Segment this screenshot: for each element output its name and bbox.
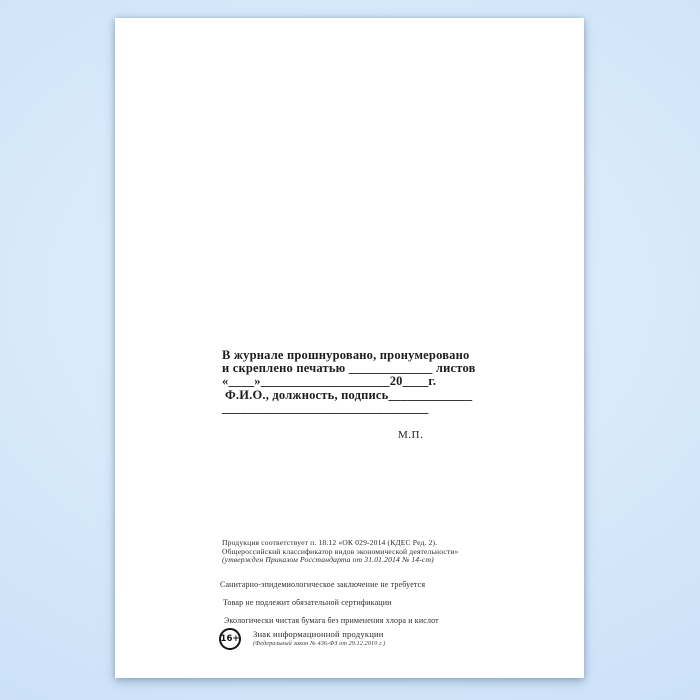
statement-eco-paper: Экологически чистая бумага без применения хлора и кислот xyxy=(224,616,439,625)
age-mark-text xyxy=(253,629,385,647)
compliance-line-3: (утвержден Приказом Росстандарта от 31.01.2014 № 14-ст) xyxy=(222,555,434,565)
journal-back-page xyxy=(115,18,584,678)
statement-certification: Товар не подлежит обязательной сертификации xyxy=(223,598,392,607)
cert-line-2: и скреплено печатью _____________ листов xyxy=(222,361,476,376)
stamp-place-label: М.П. xyxy=(398,429,424,441)
statement-sanitary: Санитарно-эпидемиологическое заключение не требуется xyxy=(220,580,426,589)
age-mark-law-note: (Федеральный закон № 436-ФЗ от 29.12.2010 г.) xyxy=(253,640,386,647)
compliance-line-2: Общероссийский классификатор видов экономической деятельности» xyxy=(222,546,459,556)
age-16-plus-icon: 16+ xyxy=(219,628,241,650)
cert-line-5: ________________________________ xyxy=(222,400,429,415)
cert-line-3: «____»____________________20____г. xyxy=(222,374,437,389)
cert-line-1: В журнале прошнуровано, пронумеровано xyxy=(222,348,470,362)
certification-block xyxy=(222,348,476,415)
cert-line-4: Ф.И.О., должность, подпись_____________ xyxy=(225,387,473,402)
compliance-line-1: Продукция соответствует п. 18.12 «ОК 029-2014 (КДЕС Ред. 2). xyxy=(222,538,438,547)
compliance-block xyxy=(222,539,459,565)
age-mark-label: Знак информационной продукции xyxy=(253,629,384,639)
